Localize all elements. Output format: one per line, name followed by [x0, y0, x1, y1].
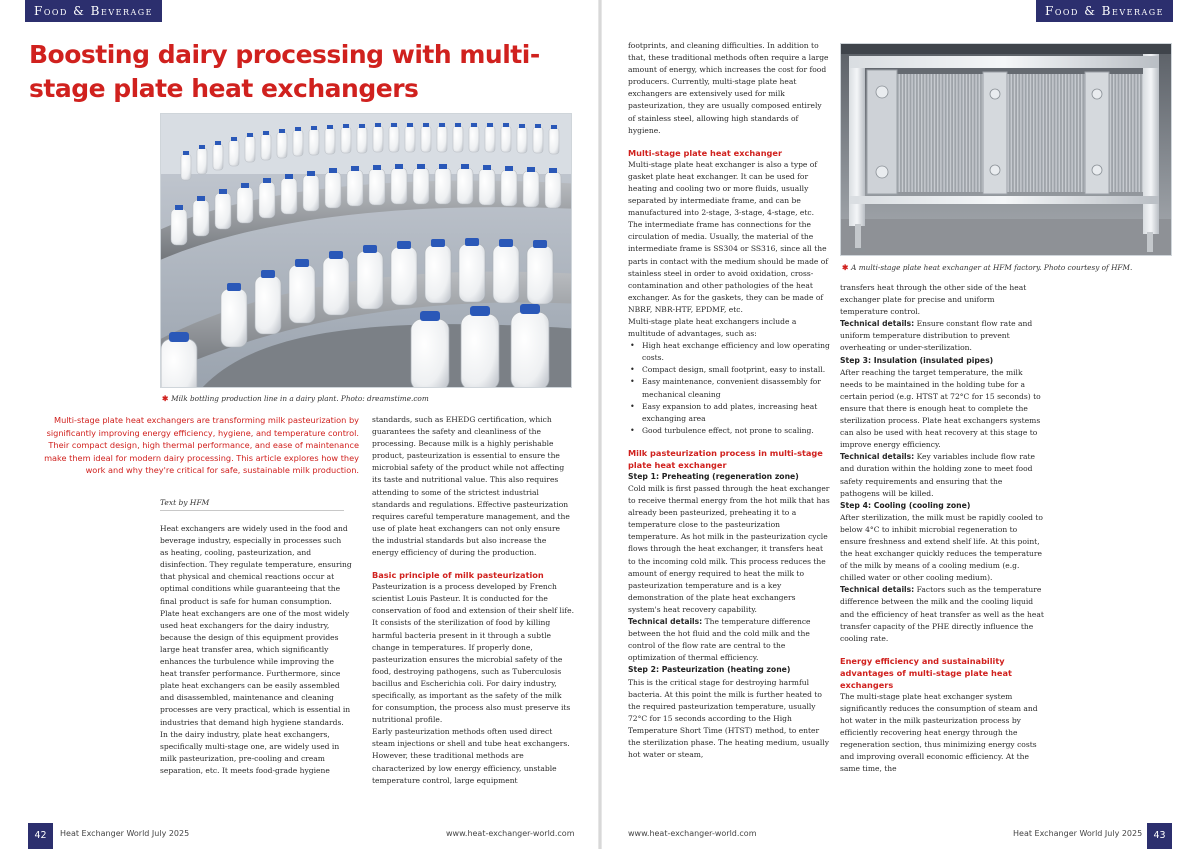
page-number-right: 43 — [1147, 823, 1172, 849]
footer-website-left[interactable]: www.heat-exchanger-world.com — [446, 829, 575, 838]
article-title: Boosting dairy processing with multi-stage plate heat exchangers — [29, 40, 540, 103]
list-item: • Good turbulence effect, not prone to scaling. — [628, 425, 830, 437]
paragraph: transfers heat through the other side of the heat exchanger plate for precise and uniform temperature control. — [840, 283, 1027, 317]
technical-details-label: Technical details: — [840, 452, 915, 462]
paragraph: After sterilization, the milk must be rapidly cooled to below 4°C to inhibit microbial regeneration to ensure freshness and extend shelf life. At this point, the heat exchanger quickly reduces the temperature of the milk by means of a cooling medium (e.g. chilled water or other cooling medium). — [840, 512, 1043, 583]
section-heading: Multi-stage plate heat exchanger — [628, 147, 782, 158]
paragraph: Early pasteurization methods often used direct steam injections or shell and tube heat exchangers. However, these traditional methods are characterized by low energy efficiency, unstable temperature control, large equipment — [372, 727, 570, 785]
technical-details-text: Key variables include flow rate and duration within the holding zone to meet food safety requirements and ensuring that the pathogens will be killed. — [840, 452, 1035, 498]
list-item: • Compact design, small footprint, easy to install. — [628, 364, 830, 376]
section-heading: Milk pasteurization process in multi-stage plate heat exchanger — [628, 447, 823, 470]
paragraph: After reaching the target temperature, the milk needs to be maintained in the holding tube for a certain period (e.g. HTST at 72°C for 15 seconds) to ensure that there is enough heat to complete the sterilization process. Plate heat exchangers systems can also be used with heat recovery at this stage to improve energy efficiency. — [840, 367, 1041, 450]
body-column-3 — [628, 40, 830, 804]
technical-details-text: The temperature difference between the hot fluid and the cold milk and the control of the flow rate are central to the optimization of thermal efficiency. — [628, 617, 811, 663]
footer-magazine-right: Heat Exchanger World July 2025 — [1013, 829, 1143, 838]
milk-bottling-photo — [160, 113, 572, 388]
footer-website-right[interactable]: www.heat-exchanger-world.com — [628, 829, 757, 838]
list-item: • Easy expansion to add plates, increasing heat exchanging area — [628, 401, 830, 425]
step-heading: Step 1: Preheating (regeneration zone) — [628, 471, 799, 481]
technical-details-label: Technical details: — [628, 617, 703, 627]
body-column-4 — [840, 282, 1044, 804]
page-number-left: 42 — [28, 823, 53, 849]
paragraph: Multi-stage plate heat exchanger is also a type of gasket plate heat exchanger. It can be used for heating and cooling two or more fluids, usually separated by intermediate frame, and can be manufactured into 2-stage, 3-stage, 4-stage, etc. The intermediate frame has connections for the circulation of media. Usually, the material of the intermediate frame is SS304 or SS316, since all the parts in contact with the medium should be made of stainless steel in order to avoid oxidation, cross-contamination and other pathologies of the heat exchanger. As for the gaskets, they can be made of NBRF, NBR-HTF, EPDMF, etc. — [628, 159, 829, 314]
step-heading: Step 3: Insulation (insulated pipes) — [840, 355, 994, 365]
advantages-list — [628, 340, 830, 437]
paragraph: standards, such as EHEDG certification, which guarantees the safety and cleanliness of the processing. Because milk is a highly perishable product, pasteurization is essential to ensure the microbial safety of the product while not affecting its taste and nutritional value. This also requires attending to some of the strictest industrial standards and regulations. Effective pasteurization requires careful temperature management, and the use of plate heat exchangers can not only ensure the industrial standards but also increase the energy efficiency of during the production. — [372, 415, 570, 558]
list-item: • High heat exchange efficiency and low operating costs. — [628, 340, 830, 364]
paragraph: Heat exchangers are widely used in the food and beverage industry, especially in processes such as heating, cooling, pasteurization, and disinfection. They regulate temperature, ensuring that physical and chemical reactions occur at optimal conditions while guaranteeing that the final product is safe for human consumption. — [160, 524, 352, 606]
photo1-caption — [162, 394, 429, 403]
technical-details-label: Technical details: — [840, 585, 915, 595]
caption-marker-icon: ✱ — [842, 263, 849, 272]
list-item: • Easy maintenance, convenient disassembly for mechanical cleaning — [628, 376, 830, 400]
paragraph — [840, 584, 1044, 644]
section-label: Food & Beverage — [1036, 0, 1173, 22]
photo1-caption-text: Milk bottling production line in a dairy plant. Photo: dreamstime.com — [171, 394, 429, 403]
article-lead: Multi-stage plate heat exchangers are transforming milk pasteurization by significantly improving energy efficiency, hygiene, and temperature control. Their compact design, high thermal performance, and ease of maintenance make them ideal for modern dairy processing. This article explores how they work and why they're critical for safe, sustainable milk production. — [44, 415, 359, 475]
right-page — [600, 0, 1200, 849]
plate-heat-exchanger-photo — [840, 43, 1172, 256]
paragraph: Multi-stage plate heat exchangers include a multitude of advantages, such as: — [628, 316, 797, 339]
step-heading: Step 4: Cooling (cooling zone) — [840, 500, 971, 510]
paragraph: In the dairy industry, plate heat exchangers, specifically multi-stage one, are widely used in milk pasteurization, pre-cooling and cream separation, etc. It meets food-grade hygiene — [160, 729, 340, 775]
technical-details-label: Technical details: — [840, 319, 915, 329]
paragraph: This is the critical stage for destroying harmful bacteria. At this point the milk is further heated to the required pasteurization temperature, usually 72°C for 15 seconds according to the High Temperature Short Time (HTST) method, to enter the sterilization phase. The heating medium, usually hot water or steam, — [628, 677, 830, 760]
byline-divider — [160, 510, 344, 511]
technical-details-text: Factors such as the temperature difference between the milk and the cooling liquid and the efficiency of heat transfer as well as the heat transfer capacity of the PHE directly influence the cooling rate. — [840, 585, 1044, 643]
step-heading: Step 2: Pasteurization (heating zone) — [628, 665, 791, 675]
paragraph: footprints, and cleaning difficulties. In addition to that, these traditional methods often require a large amount of energy, which increases the cost for food producers. Currently, multi-stage plate heat exchangers are extensively used for milk pasteurization, they are usually composed entirely of stainless steel, allowing high standards of hygiene. — [628, 41, 829, 135]
technical-details-text: Ensure constant flow rate and uniform temperature distribution to prevent overheating or under-sterilization. — [840, 319, 1033, 353]
section-label: Food & Beverage — [25, 0, 162, 22]
photo2-caption-text: A multi-stage plate heat exchanger at HFM factory. Photo courtesy of HFM. — [851, 263, 1133, 272]
byline: Text by HFM — [160, 498, 210, 507]
photo2-caption — [842, 263, 1132, 272]
section-heading: Basic principle of milk pasteurization — [372, 570, 544, 581]
body-column-2 — [372, 414, 574, 814]
caption-marker-icon: ✱ — [162, 394, 169, 403]
body-column-1 — [160, 523, 352, 813]
paragraph — [628, 616, 830, 664]
section-heading: Energy efficiency and sustainability advantages of multi-stage plate heat exchangers — [840, 655, 1012, 690]
paragraph — [840, 451, 1044, 499]
paragraph: Pasteurization is a process developed by French scientist Louis Pasteur. It is conducted for the conservation of food and extension of their shelf life. It consists of the sterilization of food by killing harmful bacteria present in it through a subtle change in temperatures. If properly done, pasteurization ensures the microbial safety of the food, destroying pathogens, such as Tuberculosis bacillus and Escherichia coli. For dairy industry, specifically, as important as the safety of the milk for consumption, the process also must preserve its nutritional profile. — [372, 582, 574, 725]
paragraph: Plate heat exchangers are one of the most widely used heat exchangers for the dairy industry, because the design of this equipment provides large heat transfer area, which significantly enhances the turbulence while improving the heat transfer performance. Furthermore, since plate heat exchangers can be easily assembled and disassembled, maintenance and cleaning processes are very practical, which is essential in industries that demand high hygiene standards. — [160, 608, 351, 727]
footer-magazine-left: Heat Exchanger World July 2025 — [60, 829, 190, 838]
paragraph: Cold milk is first passed through the heat exchanger to receive thermal energy from the hot milk that has already been pasteurized, preheating it to a temperature close to the pasteurization temperature. As hot milk in the pasteurization cycle flows through the heat exchanger, it transfers heat to the incoming cold milk. This process reduces the amount of energy required to heat the milk to pasteurization temperature and is a key demonstration of the plate heat exchangers system's heat recovery capability. — [628, 484, 830, 614]
paragraph: The multi-stage plate heat exchanger system significantly reduces the consumption of steam and hot water in the milk pasteurization process by efficiently recovering heat energy through the regeneration section, thus minimizing energy costs and improving overall economic efficiency. At the same time, the — [840, 691, 1038, 774]
paragraph — [840, 318, 1044, 354]
